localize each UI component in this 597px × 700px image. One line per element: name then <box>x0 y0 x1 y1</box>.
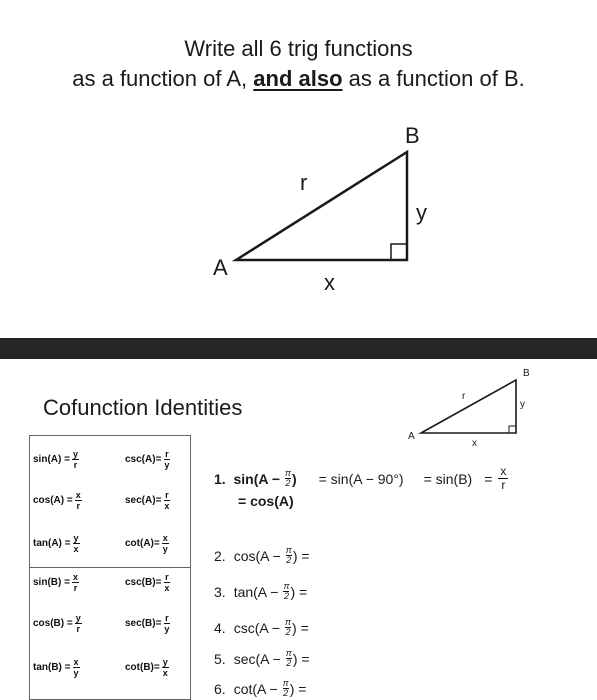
ratio-numerator: y <box>72 449 78 459</box>
identity-3 <box>214 582 307 601</box>
ratio-denominator: r <box>76 501 80 511</box>
ratio-label: sin(A) = <box>33 454 70 465</box>
pi-numerator: π <box>284 617 292 627</box>
side-label-r: r <box>300 170 308 195</box>
ratio-denominator: x <box>73 544 79 554</box>
identity-number: 3. <box>214 583 226 600</box>
ratio-denominator: x <box>164 583 170 593</box>
ratio-numerator: r <box>165 490 169 500</box>
pi-numerator: π <box>284 468 291 478</box>
ratio-label: sec(A)= <box>125 495 162 506</box>
ratio-numerator: r <box>165 572 169 582</box>
table-cell-5-left <box>33 657 80 678</box>
identity-rhs: ) = <box>292 650 310 667</box>
ratio-fraction <box>72 572 79 593</box>
identity-1-number: 1. <box>214 470 226 487</box>
table-cell-3-right <box>125 572 170 593</box>
identity-1 <box>214 465 508 492</box>
cofunction-slide <box>0 359 597 700</box>
identity-number: 4. <box>214 619 226 636</box>
right-triangle-diagram <box>0 0 597 338</box>
ratio-numerator: r <box>165 449 169 459</box>
ratio-denominator: r <box>73 583 78 593</box>
heading-line-2-start: as a function of A, <box>72 66 254 91</box>
ratio-label: csc(B)= <box>125 577 162 588</box>
pi-over-2-fraction <box>286 546 292 565</box>
small-label-a: A <box>408 431 415 442</box>
identity-rhs: ) = <box>289 680 307 697</box>
ratio-label: cot(B)= <box>125 662 160 673</box>
small-label-r: r <box>462 391 466 402</box>
ratio-label: sin(B) = <box>33 577 70 588</box>
ratio-label: cot(A)= <box>125 538 160 549</box>
pi-over-2-fraction <box>285 618 291 637</box>
ratio-label: tan(B) = <box>33 662 71 673</box>
table-cell-1-left <box>33 490 82 511</box>
identity-lhs: sec(A − <box>233 650 281 667</box>
ratio-numerator: x <box>73 657 79 667</box>
ratio-numerator: y <box>73 533 79 543</box>
identity-rhs: ) = <box>290 583 308 600</box>
table-cell-2-left <box>33 533 80 554</box>
ratio-fraction <box>163 572 170 593</box>
pi-over-2-fraction <box>283 582 289 601</box>
ratio-label: sec(B)= <box>125 618 162 629</box>
table-cell-0-right <box>125 449 170 470</box>
ratio-numerator: x <box>72 572 78 582</box>
divider-bar <box>0 338 597 359</box>
triangle-shape <box>236 152 407 260</box>
ratio-numerator: y <box>162 657 168 667</box>
identity-1-lhs: sin(A − <box>233 470 281 487</box>
identity-1-result: = cos(A) <box>238 493 294 509</box>
pi-denominator: 2 <box>286 658 292 668</box>
identity-lhs: tan(A − <box>233 583 279 600</box>
result-numerator: x <box>500 464 507 478</box>
small-right-angle-marker <box>509 426 516 433</box>
identity-2 <box>214 546 310 565</box>
identity-number: 5. <box>214 650 226 667</box>
pi-numerator: π <box>283 581 290 591</box>
identity-1-line-2 <box>238 493 294 509</box>
identity-1-result-fraction <box>498 465 508 492</box>
identity-lhs: cos(A − <box>233 547 281 564</box>
pi-denominator: 2 <box>283 591 289 601</box>
top-section <box>0 0 597 338</box>
ratio-fraction <box>163 613 170 634</box>
table-cell-0-left <box>33 449 79 470</box>
ratio-fraction <box>162 533 169 554</box>
table-cell-4-right <box>125 613 170 634</box>
pi-denominator: 2 <box>286 555 292 565</box>
table-cell-2-right <box>125 533 169 554</box>
identity-1-close: ) <box>291 470 297 487</box>
pi-denominator: 2 <box>283 688 289 698</box>
ratio-fraction <box>75 490 82 511</box>
ratio-denominator: r <box>76 624 80 634</box>
pi-over-2-fraction <box>286 649 292 668</box>
identity-number: 2. <box>214 547 226 564</box>
table-cell-5-right <box>125 657 169 678</box>
vertex-label-b: B <box>405 123 420 148</box>
heading-emphasis: and also <box>253 66 343 91</box>
side-label-x: x <box>324 270 335 295</box>
side-label-y: y <box>416 200 427 225</box>
identity-1-step-1: = sin(A − 90°) <box>318 470 404 487</box>
table-cell-4-left <box>33 613 82 634</box>
ratio-fraction <box>72 449 79 470</box>
identity-1-step-2: = sin(B) <box>423 470 473 487</box>
small-label-b: B <box>523 368 530 379</box>
identity-number: 6. <box>214 680 226 697</box>
ratio-label: cos(B) = <box>33 618 73 629</box>
table-cell-1-right <box>125 490 170 511</box>
identity-1-equals: = <box>484 470 493 487</box>
pi-numerator: π <box>285 648 292 658</box>
ratio-fraction <box>163 449 170 470</box>
identity-5 <box>214 649 310 668</box>
heading-line-1: Write all 6 trig functions <box>184 36 413 61</box>
identity-lhs: csc(A − <box>233 619 280 636</box>
ratio-label: tan(A) = <box>33 538 71 549</box>
ratio-numerator: x <box>75 490 81 500</box>
ratio-numerator: y <box>75 613 81 623</box>
ratio-numerator: r <box>165 613 169 623</box>
result-denominator: r <box>501 478 506 492</box>
ratio-denominator: y <box>164 460 170 470</box>
ratio-denominator: y <box>162 544 168 554</box>
ratio-denominator: y <box>73 668 79 678</box>
pi-over-2-fraction <box>285 469 291 488</box>
identity-rhs: ) = <box>292 547 310 564</box>
ratio-denominator: r <box>73 460 78 470</box>
table-cell-3-left <box>33 572 79 593</box>
ratio-fraction <box>163 490 170 511</box>
ratio-numerator: x <box>162 533 168 543</box>
right-angle-marker <box>391 244 407 260</box>
ratio-label: cos(A) = <box>33 495 73 506</box>
table-divider <box>30 567 190 568</box>
small-label-y: y <box>520 399 525 410</box>
vertex-label-a: A <box>213 255 228 280</box>
ratio-fraction <box>73 533 80 554</box>
ratio-fraction <box>162 657 169 678</box>
cofunction-title: Cofunction Identities <box>43 395 243 420</box>
ratio-denominator: x <box>162 668 168 678</box>
small-triangle-shape <box>421 380 516 433</box>
pi-numerator: π <box>285 545 292 555</box>
ratio-denominator: y <box>164 624 170 634</box>
ratio-fraction <box>75 613 82 634</box>
identity-lhs: cot(A − <box>233 680 278 697</box>
ratio-label: csc(A)= <box>125 454 162 465</box>
pi-denominator: 2 <box>285 627 291 637</box>
identity-4 <box>214 618 309 637</box>
small-label-x: x <box>472 438 477 449</box>
heading-line-2-end: as a function of B. <box>342 66 525 91</box>
ratio-fraction <box>73 657 80 678</box>
pi-denominator: 2 <box>285 478 291 488</box>
ratio-denominator: x <box>164 501 170 511</box>
identity-6 <box>214 679 306 698</box>
pi-over-2-fraction <box>283 679 289 698</box>
identity-rhs: ) = <box>292 619 309 636</box>
pi-numerator: π <box>282 678 289 688</box>
